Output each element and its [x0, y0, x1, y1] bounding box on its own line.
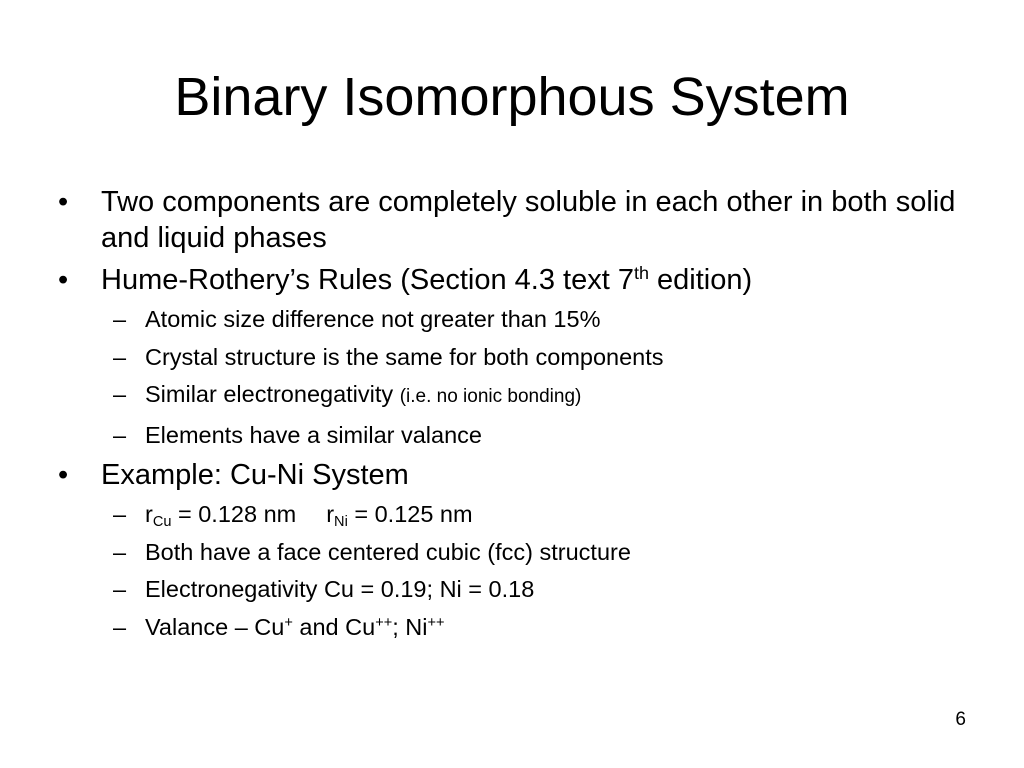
superscript: ++: [427, 614, 445, 631]
subscript-cu: Cu: [152, 514, 172, 531]
valance-part-1: Valance – Cu: [145, 613, 285, 640]
superscript: +: [284, 614, 293, 631]
sub-item-valance-values: [56, 612, 976, 642]
sub-item-fcc: [56, 537, 976, 567]
bullet-glyph: •: [58, 264, 69, 296]
radius-value-ni: = 0.125 nm: [347, 501, 473, 527]
dash-glyph: –: [113, 306, 127, 332]
dash-glyph: –: [113, 381, 127, 407]
dash-glyph: –: [113, 576, 127, 602]
sub-item-valance: [56, 420, 976, 450]
sub-item-text: Crystal structure is the same for both components: [145, 343, 664, 370]
subscript-ni: Ni: [334, 514, 348, 531]
bullet-text: Example: Cu-Ni System: [101, 459, 409, 491]
sub-item-atomic-radii: [56, 499, 976, 529]
page-number: 6: [955, 709, 966, 730]
sub-item-electronegativity: [56, 379, 976, 412]
superscript: th: [633, 263, 649, 284]
sub-item-text: Both have a face centered cubic (fcc) structure: [145, 538, 631, 565]
dash-glyph: –: [113, 421, 127, 448]
radius-value-cu: = 0.128 nm: [171, 501, 297, 527]
sub-item-note: (i.e. no ionic bonding): [399, 386, 582, 407]
sub-item-text: Electronegativity Cu = 0.19; Ni = 0.18: [145, 576, 535, 602]
valance-part-2: and Cu: [292, 613, 376, 640]
superscript: ++: [375, 614, 393, 631]
sub-item-crystal-structure: [56, 342, 976, 372]
dash-glyph: –: [113, 613, 127, 640]
bullet-item-example: [56, 457, 976, 493]
dash-glyph: –: [113, 538, 127, 565]
bullet-text: Hume-Rothery’s Rules (Section 4.3 text 7: [101, 264, 634, 296]
sub-item-electronegativity-values: [56, 574, 976, 604]
sub-item-text: Atomic size difference not greater than 15%: [145, 306, 601, 332]
bullet-glyph: •: [58, 459, 69, 491]
dash-glyph: –: [113, 343, 127, 370]
bullet-text: Two components are completely soluble in each other in both solid and liquid phases: [101, 186, 956, 254]
sub-item-text: Elements have a similar valance: [145, 421, 482, 448]
sub-item-text: Similar electronegativity: [145, 381, 400, 407]
bullet-glyph: •: [58, 186, 69, 218]
bullet-item-soluble: [56, 184, 976, 256]
bullet-list: [56, 184, 976, 649]
sub-item-atomic-size: [56, 304, 976, 334]
valance-part-3: ; Ni: [392, 613, 428, 640]
bullet-text-tail: edition): [648, 264, 753, 296]
dash-glyph: –: [113, 501, 127, 527]
bullet-item-hume-rothery: [56, 262, 976, 298]
radius-symbol-cu: r: [145, 501, 153, 527]
slide-title: Binary Isomorphous System: [174, 67, 850, 127]
radius-symbol-ni: r: [326, 501, 335, 527]
